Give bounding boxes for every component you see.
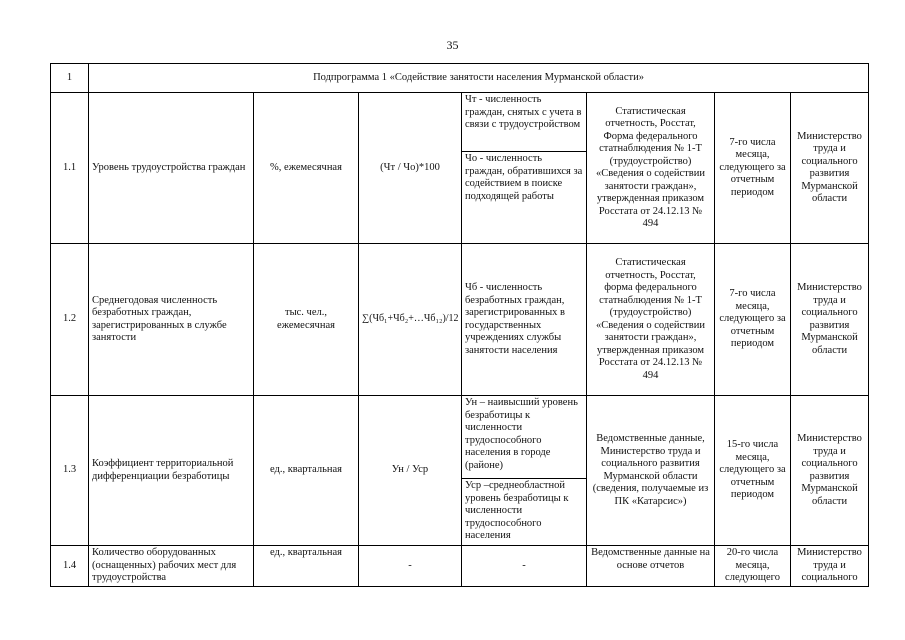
table-row [51, 546, 869, 587]
page-number: 35 [446, 38, 459, 52]
variable-description: Чб - численность безработных граждан, зарегистрированных в государственных учреждениях службы занятости населения [462, 244, 587, 396]
indicator-name: Среднегодовая численность безработных граждан, зарегистрированных в службе занятости [89, 244, 254, 396]
unit-periodicity: тыс. чел., ежемесячная [254, 244, 359, 396]
variable-description: - [462, 546, 587, 587]
variable-description: Чо - численность граждан, обратившихся за содействием в поиске подходящей работы [465, 153, 583, 202]
variable-description: Чт - численность граждан, снятых с учета в связи с трудоустройством [462, 93, 586, 152]
variable-description: Ун – наивысший уровень безработицы к численности трудоспособного населения в городе (районе) [462, 396, 586, 479]
indicator-name: Количество оборудованных (оснащенных) рабочих мест для трудоустройства [89, 546, 254, 587]
subprogram-number: 1 [51, 64, 89, 93]
data-source: Ведомственные данные, Министерство труда и социального развития Мурманской области (сведения, получаемые из ПК «Катарсис») [587, 396, 715, 546]
deadline: 15-го числа месяца, следующего за отчетным периодом [715, 396, 791, 546]
row-number: 1.4 [51, 546, 89, 587]
table-row [51, 396, 869, 546]
table-row [51, 244, 869, 396]
formula: Ун / Уср [359, 396, 462, 546]
responsible: Министерство труда и социального [791, 546, 869, 587]
data-source: Статистическая отчетность, Росстат, форма федерального статнаблюдения № 1-Т (трудоустройство) «Сведения о содействии занятости граждан», утвержденная приказом Росстата от 24.12.13 № 494 [587, 244, 715, 396]
indicator-name: Коэффициент территориальной дифференциации безработицы [89, 396, 254, 546]
variable-description: Уср –среднеобластной уровень безработицы к численности трудоспособного населения [465, 480, 569, 541]
row-number: 1.1 [51, 93, 89, 244]
subprogram-title: Подпрограмма 1 «Содействие занятости населения Мурманской области» [89, 64, 869, 93]
data-source: Ведомственные данные на основе отчетов [587, 546, 715, 587]
responsible: Министерство труда и социального развития Мурманской области [791, 244, 869, 396]
indicator-name: Уровень трудоустройства граждан [89, 93, 254, 244]
responsible: Министерство труда и социального развития Мурманской области [791, 396, 869, 546]
table-row [51, 93, 869, 244]
subprogram-header-row [51, 64, 869, 93]
unit-periodicity: ед., квартальная [254, 546, 359, 587]
indicators-table [50, 63, 869, 587]
variables-cell [462, 93, 587, 244]
responsible: Министерство труда и социального развития Мурманской области [791, 93, 869, 244]
row-number: 1.2 [51, 244, 89, 396]
deadline: 7-го числа месяца, следующего за отчетным периодом [715, 93, 791, 244]
variables-cell [462, 396, 587, 546]
unit-periodicity: %, ежемесячная [254, 93, 359, 244]
unit-periodicity: ед., квартальная [254, 396, 359, 546]
formula: (Чт / Чо)*100 [359, 93, 462, 244]
formula: ∑(Чб₁+Чб₂+…Чб₁₂)/12 [359, 244, 462, 396]
row-number: 1.3 [51, 396, 89, 546]
formula: - [359, 546, 462, 587]
deadline: 7-го числа месяца, следующего за отчетным периодом [715, 244, 791, 396]
data-source: Статистическая отчетность, Росстат, Форма федерального статнаблюдения № 1-Т (трудоустройство) «Сведения о содействии занятости граждан», утвержденная приказом Росстата от 24.12.13 № 494 [587, 93, 715, 244]
deadline: 20-го числа месяца, следующего [715, 546, 791, 587]
